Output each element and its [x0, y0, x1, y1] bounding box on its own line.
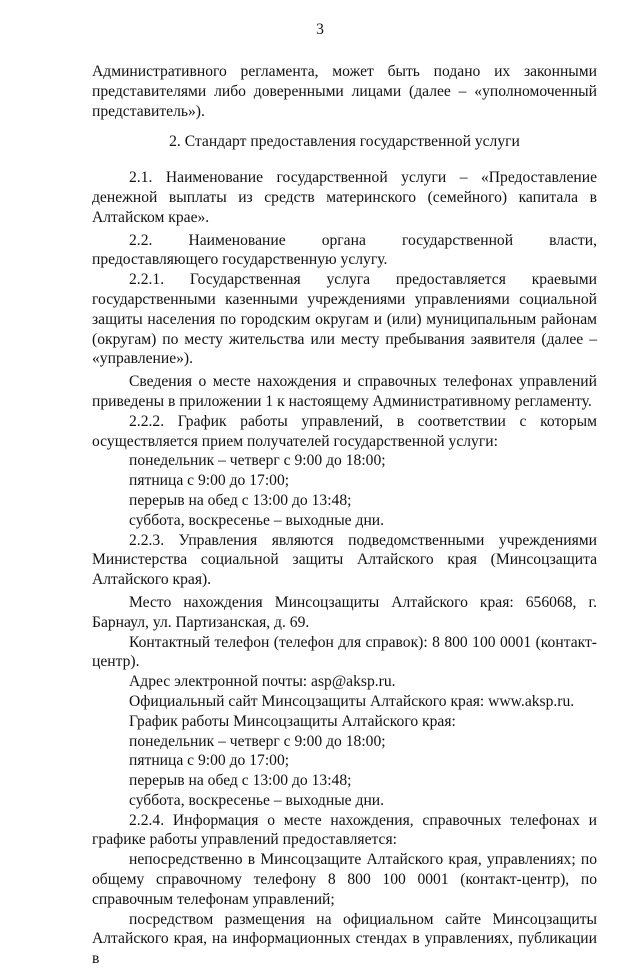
paragraph-contact-phone: Контактный телефон (телефон для справок): 8 800 100 0001 (контакт-центр). — [92, 633, 597, 671]
paragraph-direct-info: непосредственно в Минсоцзащите Алтайского края, управлениях; по общему справочному телефону 8 800 100 0001 (контакт-центр), по справочным телефонам управлений; — [92, 851, 597, 908]
page-number: 3 — [316, 21, 324, 38]
paragraph-2-2-2: 2.2.2. График работы управлений, в соответствии с которым осуществляется прием получателей государственной услуги: — [92, 412, 597, 450]
paragraph-website-info: посредством размещения на официальном сайте Минсоцзащиты Алтайского края, на информационных стендах в управлениях, публикации в — [92, 910, 597, 968]
paragraph-website: Официальный сайт Минсоцзащиты Алтайского края: www.aksp.ru. — [129, 692, 575, 710]
schedule-line: суббота, воскресенье – выходные дни. — [129, 791, 385, 809]
paragraph-2-2-1: 2.2.1. Государственная услуга предоставляется краевыми государственными казенными учреждениями управлениями социальной защиты населения по городским округам и (или) муниципальным районам (округам) по месту жительства или месту пребывания заявителя (далее – «управление»). — [92, 271, 597, 368]
schedule-line: пятница с 9:00 до 17:00; — [129, 752, 290, 770]
schedule-line: перерыв на обед с 13:00 до 13:48; — [129, 491, 352, 509]
schedule-line: понедельник – четверг с 9:00 до 18:00; — [129, 452, 386, 470]
document-body — [92, 62, 597, 969]
paragraph-ministry-address: Место нахождения Минсоцзащиты Алтайского края: 656068, г. Барнаул, ул. Партизанская, д. 69. — [92, 593, 597, 631]
schedule-line: суббота, воскресенье – выходные дни. — [129, 511, 385, 529]
paragraph-2-1: 2.1. Наименование государственной услуги – «Предоставление денежной выплаты из средств материнского (семейного) капитала в Алтайском крае». — [92, 169, 597, 226]
paragraph-offices-info: Сведения о месте нахождения и справочных телефонах управлений приведены в приложении 1 к настоящему Административному регламенту. — [92, 373, 597, 410]
paragraph-email: Адрес электронной почты: asp@aksp.ru. — [129, 673, 396, 691]
paragraph-2-2: 2.2. Наименование органа государственной власти, предоставляющего государственную услугу. — [92, 231, 597, 269]
section-heading: 2. Стандарт предоставления государственной услуги — [169, 133, 520, 151]
schedule-line: перерыв на обед с 13:00 до 13:48; — [129, 772, 352, 790]
paragraph-2-2-4: 2.2.4. Информация о месте нахождения, справочных телефонах и графике работы управлений предоставляется: — [92, 811, 597, 849]
paragraph-2-2-3: 2.2.3. Управления являются подведомственными учреждениями Министерства социальной защиты Алтайского края (Минсоцзащита Алтайского края). — [92, 531, 597, 589]
schedule-line: пятница с 9:00 до 17:00; — [129, 472, 290, 490]
intro-paragraph: Административного регламента, может быть подано их законными представителями либо доверенными лицами (далее – «уполномоченный представитель»). — [92, 63, 597, 120]
schedule-line: понедельник – четверг с 9:00 до 18:00; — [129, 732, 386, 750]
paragraph-ministry-schedule: График работы Минсоцзащиты Алтайского края: — [129, 712, 456, 730]
